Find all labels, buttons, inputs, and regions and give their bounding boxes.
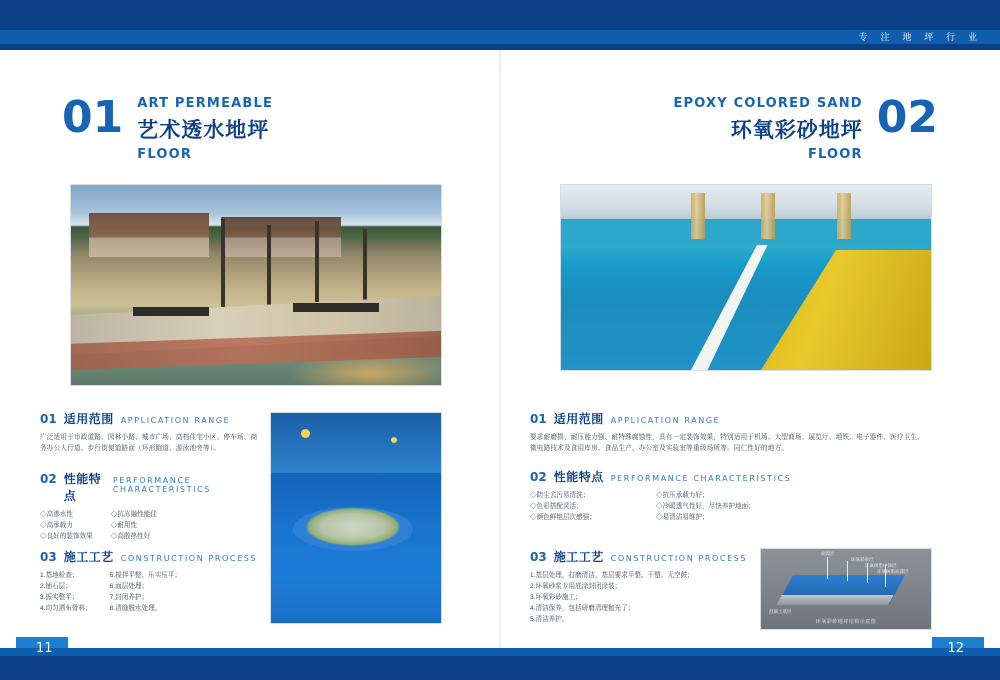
feature-list-left xyxy=(530,490,596,523)
list-item: ◇高散热性好 xyxy=(110,533,151,540)
section-heading xyxy=(40,410,258,427)
photo-bench xyxy=(293,303,379,312)
list-item: 8.清缝脱水处理。 xyxy=(109,605,162,612)
left-page-number: 01 xyxy=(62,92,124,143)
photo-floor-structure-diagram xyxy=(760,548,932,630)
section-title-en: CONSTRUCTION PROCESS xyxy=(120,554,258,563)
section-feature-columns xyxy=(530,490,925,523)
feature-list-right xyxy=(656,490,755,523)
section-heading xyxy=(530,410,925,427)
section-process-columns xyxy=(40,570,265,614)
section-title-cn: 施工工艺 xyxy=(553,550,604,564)
right-title-en-bottom: FLOOR xyxy=(807,147,863,162)
right-title-cn: 环氧彩砂地坪 xyxy=(730,119,863,142)
left-title-cn: 艺术透水地坪 xyxy=(137,119,270,142)
header-bar-secondary xyxy=(0,30,1000,44)
right-page-title xyxy=(673,92,938,162)
section-title-cn: 性能特点 xyxy=(553,470,604,484)
list-item: ◇耐用性 xyxy=(110,522,138,529)
diagram-label: 环氧树脂中涂层 xyxy=(865,563,897,568)
process-list xyxy=(530,570,755,625)
feature-list-left xyxy=(40,509,93,542)
list-item: 2.环氧砂浆专用底涂封闭涂装； xyxy=(530,583,622,590)
footer-bar-primary xyxy=(0,656,1000,680)
section-title-cn: 施工工艺 xyxy=(63,550,114,564)
list-item: 1.基地检查； xyxy=(40,572,79,579)
section-title-en: PERFORMANCE CHARACTERISTICS xyxy=(112,476,211,494)
photo-tree xyxy=(267,225,271,313)
process-list-right xyxy=(110,570,181,614)
photo-ceiling xyxy=(561,185,931,219)
section-body xyxy=(530,432,925,454)
right-page-number: 02 xyxy=(876,92,938,143)
section-body-text: 广泛适用于市政道路、园林小路、城市广场、高档住宅小区、停车场、商务办公人行道、步行街便道路面（环形跑道、游泳池旁等）。 xyxy=(40,434,258,452)
right-section-performance xyxy=(530,468,925,523)
photo-epoxy-colored-sand-floor xyxy=(560,184,932,371)
right-section-construction xyxy=(530,548,755,625)
header-bar-primary xyxy=(0,0,1000,30)
list-item: ◇冷暖透气性好，尽快养护地面； xyxy=(655,503,755,510)
section-heading xyxy=(530,548,755,565)
right-section-application-range xyxy=(530,410,925,454)
center-gutter xyxy=(499,50,501,648)
diagram-leader-line xyxy=(827,557,828,579)
photo-mural-dot xyxy=(391,437,397,443)
diagram-caption: 环氧彩砂地坪结构示意图 xyxy=(815,619,877,625)
list-item: 1.基层处理，打磨清洁，基层要求平整、干整、无空鼓； xyxy=(530,572,694,579)
list-item: 4.清洁保养，包括研磨清理抛光了； xyxy=(530,605,635,612)
list-item: 2.铺石层； xyxy=(40,583,72,590)
photo-tree xyxy=(221,219,225,315)
list-item: 5.清洁养护。 xyxy=(530,616,569,623)
diagram-label: 环氧树脂底漆层 xyxy=(877,569,909,574)
photo-tree xyxy=(315,221,319,315)
diagram-label: 面漆层 xyxy=(821,551,835,556)
diagram-leader-line xyxy=(847,561,848,581)
section-title-cn: 适用范围 xyxy=(553,412,604,426)
photo-building-right xyxy=(221,217,341,257)
page-number-left: 11 xyxy=(36,641,53,656)
section-number: 03 xyxy=(40,550,57,564)
list-item: 3.振实整平； xyxy=(40,594,79,601)
left-section-construction xyxy=(40,548,265,614)
header-tagline: 专 注 地 坪 行 业 xyxy=(858,33,982,43)
section-title-en: APPLICATION RANGE xyxy=(610,416,721,425)
diagram-base-layer xyxy=(776,595,893,605)
list-item: ◇抗压承载力好； xyxy=(655,492,709,499)
list-item: 3.环氧彩砂施工； xyxy=(530,594,582,601)
section-number: 03 xyxy=(530,550,547,564)
list-item: 5.搅拌平整、压实压平； xyxy=(109,572,182,579)
list-item: 4.均匀洒布骨料； xyxy=(40,605,92,612)
process-list-left xyxy=(40,570,92,614)
photo-pillar xyxy=(691,193,705,239)
list-item: ◇色彩搭配灵活； xyxy=(530,503,583,510)
list-item: 6.面层处理； xyxy=(109,583,149,590)
list-item: ◇易清洁易维护； xyxy=(655,514,709,521)
photo-pillar xyxy=(761,193,775,239)
section-feature-columns xyxy=(40,509,265,542)
photo-bench xyxy=(133,307,209,316)
list-item: 7.封闭养护； xyxy=(109,594,149,601)
photo-blue-playground xyxy=(270,412,442,624)
left-title-en-top: ART PERMEABLE xyxy=(137,96,274,111)
photo-mural xyxy=(271,413,441,473)
diagram-label: 环氧彩砂层 xyxy=(851,557,874,562)
photo-pillar xyxy=(837,193,851,239)
list-item: ◇防尘去污易清洗； xyxy=(530,492,590,499)
section-heading xyxy=(40,470,265,504)
section-title-cn: 适用范围 xyxy=(63,412,114,426)
feature-list-right xyxy=(111,509,157,542)
photo-planter-ring xyxy=(293,507,413,551)
section-title-en: CONSTRUCTION PROCESS xyxy=(610,554,748,563)
left-page-title xyxy=(62,92,274,162)
section-number: 01 xyxy=(530,412,547,426)
left-section-application-range xyxy=(40,410,258,454)
section-body xyxy=(40,432,258,454)
section-heading xyxy=(40,548,265,565)
section-number: 02 xyxy=(40,472,57,486)
list-item: ◇抗冻融性能佳 xyxy=(110,511,157,518)
section-title-cn: 性能特点 xyxy=(63,472,102,503)
footer-bar-secondary xyxy=(0,648,1000,656)
right-title-en-top: EPOXY COLORED SAND xyxy=(673,96,863,111)
left-title-en-bottom: FLOOR xyxy=(137,147,193,162)
photo-building-left xyxy=(89,213,209,257)
left-section-performance xyxy=(40,470,265,542)
list-item: ◇高渗水性 xyxy=(40,511,73,518)
photo-yellow-floor-area xyxy=(681,250,931,370)
list-item: ◇高承载力 xyxy=(40,522,73,529)
diagram-label: 混凝土基层 xyxy=(769,609,792,614)
list-item: ◇良好的装饰效果 xyxy=(40,533,93,540)
list-item: ◇颜色鲜艳层次感强； xyxy=(530,514,596,521)
section-heading xyxy=(530,468,925,485)
section-number: 02 xyxy=(530,470,547,484)
photo-permeable-paving-park xyxy=(70,184,442,386)
section-number: 01 xyxy=(40,412,57,426)
page-number-right: 12 xyxy=(947,641,964,656)
section-body-text: 要求耐磨损、耐压能力强、耐特殊腐蚀性，具有一定装饰效果，特别适用于机场、大型商场、展览厅、地铁、电子器件、医疗卫生、微电路技术及食用库房、食品生产、办公室及实验室等重级场所等。同仁性好的地方。 xyxy=(530,434,925,452)
photo-mural-dot xyxy=(301,429,310,438)
section-title-en: APPLICATION RANGE xyxy=(120,416,231,425)
section-title-en: PERFORMANCE CHARACTERISTICS xyxy=(610,474,792,483)
